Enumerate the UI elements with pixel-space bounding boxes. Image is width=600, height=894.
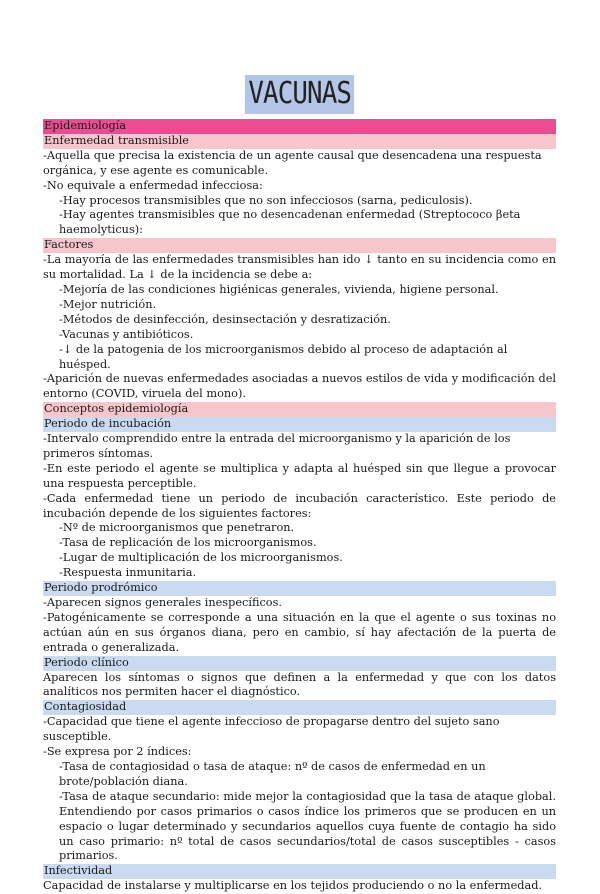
paragraph: -Se expresa por 2 índices:	[43, 745, 192, 759]
paragraph: -Aparición de nuevas enfermedades asociadas a nuevos estilos de vida y modificación del entorno (COVID, viruela del mono).	[43, 372, 556, 401]
subheading-factores: Factores	[43, 238, 556, 253]
paragraph: Aparecen los síntomas o signos que definen a la enfermedad y que con los datos analíticos nos permiten hacer el diagnóstico.	[43, 670, 556, 699]
list-item: -Tasa de contagiosidad o tasa de ataque: nº de casos de enfermedad en un brote/población diana.	[59, 759, 486, 788]
section-heading-conceptos: Conceptos epidemiología	[43, 402, 556, 417]
list-item: -Vacunas y antibióticos.	[59, 327, 194, 341]
title-wrapper	[0, 75, 600, 114]
paragraph: -La mayoría de las enfermedades transmisibles han ido ↓ tanto en su incidencia como en su mortalidad. La ↓ de la incidencia se debe a:	[43, 253, 556, 282]
list-item: -Nº de microorganismos que penetraron.	[59, 521, 295, 535]
paragraph: -En este periodo el agente se multiplica y adapta al huésped sin que llegue a provocar una respuesta perceptible.	[43, 461, 556, 490]
subheading-enfermedad: Enfermedad transmisible	[43, 134, 556, 149]
paragraph: -Aparecen signos generales inespecíficos.	[43, 596, 282, 609]
list-item: -Hay procesos transmisibles que no son infecciosos (sarna, pediculosis).	[59, 193, 473, 207]
paragraph: -No equivale a enfermedad infecciosa:	[43, 178, 263, 192]
paragraph: -Capacidad que tiene el agente infeccioso de propagarse dentro del sujeto sano susceptible.	[43, 715, 500, 744]
list-item: -Lugar de multiplicación de los microorganismos.	[59, 551, 343, 565]
paragraph: Capacidad de instalarse y multiplicarse en los tejidos produciendo o no la enfermedad.	[43, 879, 543, 893]
list-item: -↓ de la patogenia de los microorganismos debido al proceso de adaptación al huésped.	[59, 342, 508, 371]
paragraph: -Cada enfermedad tiene un periodo de incubación característico. Este periodo de incubación depende de los siguientes factores:	[43, 491, 556, 520]
subheading-clinico: Periodo clínico	[43, 656, 556, 671]
document-body	[43, 119, 556, 894]
list-item: -Mejor nutrición.	[59, 297, 157, 311]
list-item: -Mejoría de las condiciones higiénicas generales, vivienda, higiene personal.	[59, 282, 499, 296]
list-item: -Hay agentes transmisibles que no desencadenan enfermedad (Streptococo βeta haemolyticus):	[59, 208, 521, 237]
subheading-incubacion: Periodo de incubación	[43, 417, 556, 432]
paragraph: -Aquella que precisa la existencia de un agente causal que desencadena una respuesta orgánica, y ese agente es comunicable.	[43, 148, 542, 177]
list-item: -Tasa de replicación de los microorganismos.	[59, 536, 317, 550]
paragraph: -Intervalo comprendido entre la entrada del microorganismo y la aparición de los primeros síntomas.	[43, 432, 511, 460]
page-title: VACUNAS	[245, 75, 355, 114]
paragraph: -Patogénicamente se corresponde a una situación en la que el agente o sus toxinas no actúan aún en sus órganos diana, pero en cambio, sí hay afectación de la puerta de entrada o generalizada.	[43, 610, 556, 654]
list-item: -Métodos de desinfección, desinsectación y desratización.	[59, 312, 391, 326]
subheading-prodromico: Periodo prodrómico	[43, 581, 556, 596]
subheading-infectividad: Infectividad	[43, 864, 556, 879]
subheading-contagiosidad: Contagiosidad	[43, 700, 556, 715]
list-item: -Tasa de ataque secundario: mide mejor la contagiosidad que la tasa de ataque global. Entendiendo por casos primarios o casos índice los primeros que se producen en un espacio o lugar determinado y secundarios aquellos cuya fuente de contagio ha sido un caso primario: nº total de casos secundarios/total de casos susceptibles - casos primarios.	[59, 789, 556, 863]
list-item: -Respuesta inmunitaria.	[59, 566, 197, 580]
section-heading-epidemiologia: Epidemiología	[43, 119, 556, 134]
